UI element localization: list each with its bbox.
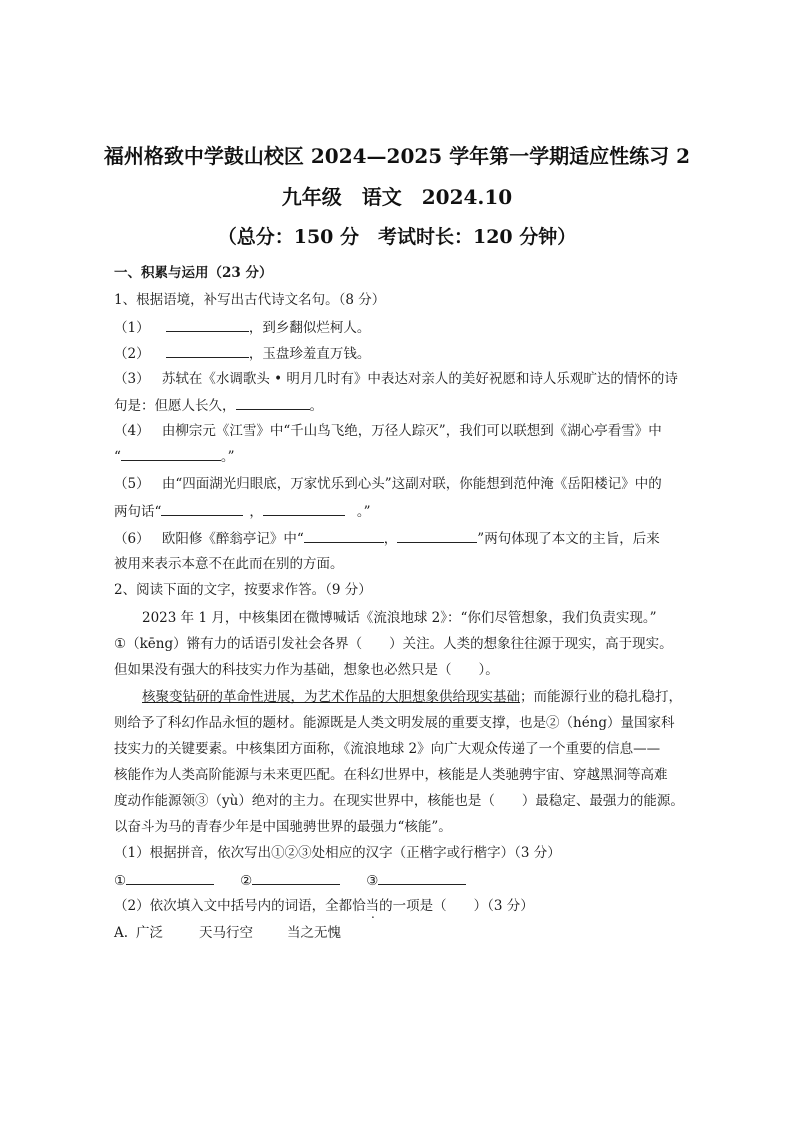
- q1-item-6-line-1: [114, 529, 660, 548]
- passage-line: 则给予了科幻作品永恒的题材。能源既是人类文明发展的重要支撑，也是②（héng）量国家科: [114, 715, 675, 731]
- exam-subtitle: 九年级 语文 2024.10: [281, 185, 513, 209]
- q1-item-4-text: 由柳宗元《江雪》中“千山鸟飞绝，万径人踪灭”，我们可以联想到《湖心亭看雪》中: [161, 423, 662, 439]
- q1-item-4-number: （4）: [114, 423, 150, 439]
- answer-blank[interactable]: [263, 502, 345, 516]
- passage-line: 核能作为人类高阶能源与未来更匹配。在科幻世界中，核能是人类驰骋宇宙、穿越黑洞等高难: [114, 767, 668, 783]
- answer-label: ②: [240, 873, 253, 889]
- answer-blank[interactable]: [236, 396, 310, 410]
- q1-item-2: [114, 344, 370, 363]
- option-label: A.: [114, 925, 129, 941]
- q1-item-5-text-2: 两句话“: [114, 504, 162, 520]
- option-word: 天马行空: [199, 925, 254, 941]
- answer-blank[interactable]: [161, 502, 243, 516]
- exam-score-info: （总分：150 分 考试时长：120 分钟）: [217, 226, 577, 248]
- q1-item-3-number: （3）: [114, 371, 150, 387]
- exam-title: 福州格致中学鼓山校区 2024—2025 学年第一学期适应性练习 2: [103, 144, 691, 168]
- answer-blank[interactable]: [397, 529, 477, 543]
- q1-item-6-text-end: ”两句体现了本文的主旨，后来: [477, 531, 660, 547]
- passage-line: 2023 年 1 月，中核集团在微博喊话《流浪地球 2》：“你们尽管想象，我们负责实现。”: [142, 610, 657, 626]
- q1-item-6-text: 欧阳修《醉翁亭记》中“: [161, 531, 304, 547]
- sub-question-1: （1）根据拼音，依次写出①②③处相应的汉字（正楷字或行楷字）（3 分）: [114, 845, 561, 861]
- answer-blank[interactable]: [126, 871, 214, 885]
- sub-question-1-answers: [114, 871, 466, 890]
- passage-line: [142, 688, 682, 706]
- answer-blank[interactable]: [166, 344, 249, 358]
- passage-line: 技实力的关键要素。中核集团方面称，《流浪地球 2》向广大观众传递了一个重要的信息——: [114, 741, 661, 757]
- punctuation: ，: [249, 504, 263, 520]
- answer-label: ①: [114, 873, 127, 889]
- sub-question-2-text: （2）依次填入文中括号内的词语，全都恰: [114, 898, 366, 914]
- punctuation: 。”: [220, 449, 235, 465]
- section-heading: 一、积累与运用（23 分）: [114, 265, 273, 281]
- punctuation: 。: [309, 398, 323, 414]
- sub-question-2: [114, 897, 534, 915]
- q1-item-1-text: ，到乡翻似烂柯人。: [248, 320, 371, 336]
- q1-item-3-line-1: [114, 370, 678, 388]
- q1-item-3-line-2: [114, 396, 323, 415]
- q1-item-6-number: （6）: [114, 531, 150, 547]
- emphasis-dot-char: 当: [365, 898, 380, 914]
- q1-item-2-text: ，玉盘珍羞直万钱。: [248, 346, 371, 362]
- q1-item-3-text: 苏轼在《水调歌头 • 明月几时有》中表达对亲人的美好祝愿和诗人乐观旷达的情怀的诗: [161, 371, 678, 387]
- option-word: 广泛: [136, 925, 164, 941]
- answer-blank[interactable]: [121, 447, 221, 461]
- answer-blank[interactable]: [166, 318, 249, 332]
- q1-item-6-line-2: 被用来表示本意不在此而在别的方面。: [114, 556, 344, 572]
- q1-item-2-number: （2）: [114, 346, 150, 362]
- q1-item-5-text: 由“四面湖光归眼底，万家忧乐到心头”这副对联，你能想到范仲淹《岳阳楼记》中的: [161, 476, 662, 492]
- option-a: [114, 924, 341, 942]
- punctuation: ，: [383, 531, 398, 547]
- answer-blank[interactable]: [378, 871, 466, 885]
- passage-text: ；而能源行业的稳扎稳打，: [520, 689, 682, 705]
- punctuation: “: [114, 449, 121, 465]
- passage-line: 但如果没有强大的科技实力作为基础，想象也必然只是（ ）。: [114, 662, 499, 678]
- passage-line: ①（kēng）锵有力的话语引发社会各界（ ）关注。人类的想象往往源于现实，高于现实。: [114, 636, 673, 652]
- q1-item-5-line-1: [114, 475, 662, 493]
- punctuation: 。”: [356, 504, 371, 520]
- question-2-stem: 2、阅读下面的文字，按要求作答。（9 分）: [114, 582, 372, 598]
- sub-question-2-text-end: 的一项是（ ）（3 分）: [379, 898, 534, 914]
- question-1-stem: 1、根据语境，补写出古代诗文名句。（8 分）: [114, 292, 386, 308]
- answer-label: ③: [366, 873, 379, 889]
- q1-item-3-text-2: 句是：但愿人长久，: [114, 398, 236, 414]
- q1-item-5-number: （5）: [114, 476, 150, 492]
- passage-line: 度动作能源领③（yù）绝对的主力。在现实世界中，核能也是（ ）最稳定、最强力的能源。: [114, 793, 684, 809]
- option-word: 当之无愧: [287, 925, 342, 941]
- q1-item-5-line-2: [114, 502, 371, 521]
- underlined-sentence: 核聚变钻研的革命性进展，为艺术作品的大胆想象供给现实基础: [142, 689, 520, 705]
- q1-item-4-line-1: [114, 422, 662, 440]
- answer-blank[interactable]: [304, 529, 384, 543]
- q1-item-1: [114, 318, 370, 337]
- q1-item-4-line-2: [114, 447, 235, 466]
- passage-line: 以奋斗为马的青春少年是中国驰骋世界的最强力“核能”。: [114, 819, 452, 835]
- q1-item-1-number: （1）: [114, 320, 150, 336]
- answer-blank[interactable]: [252, 871, 340, 885]
